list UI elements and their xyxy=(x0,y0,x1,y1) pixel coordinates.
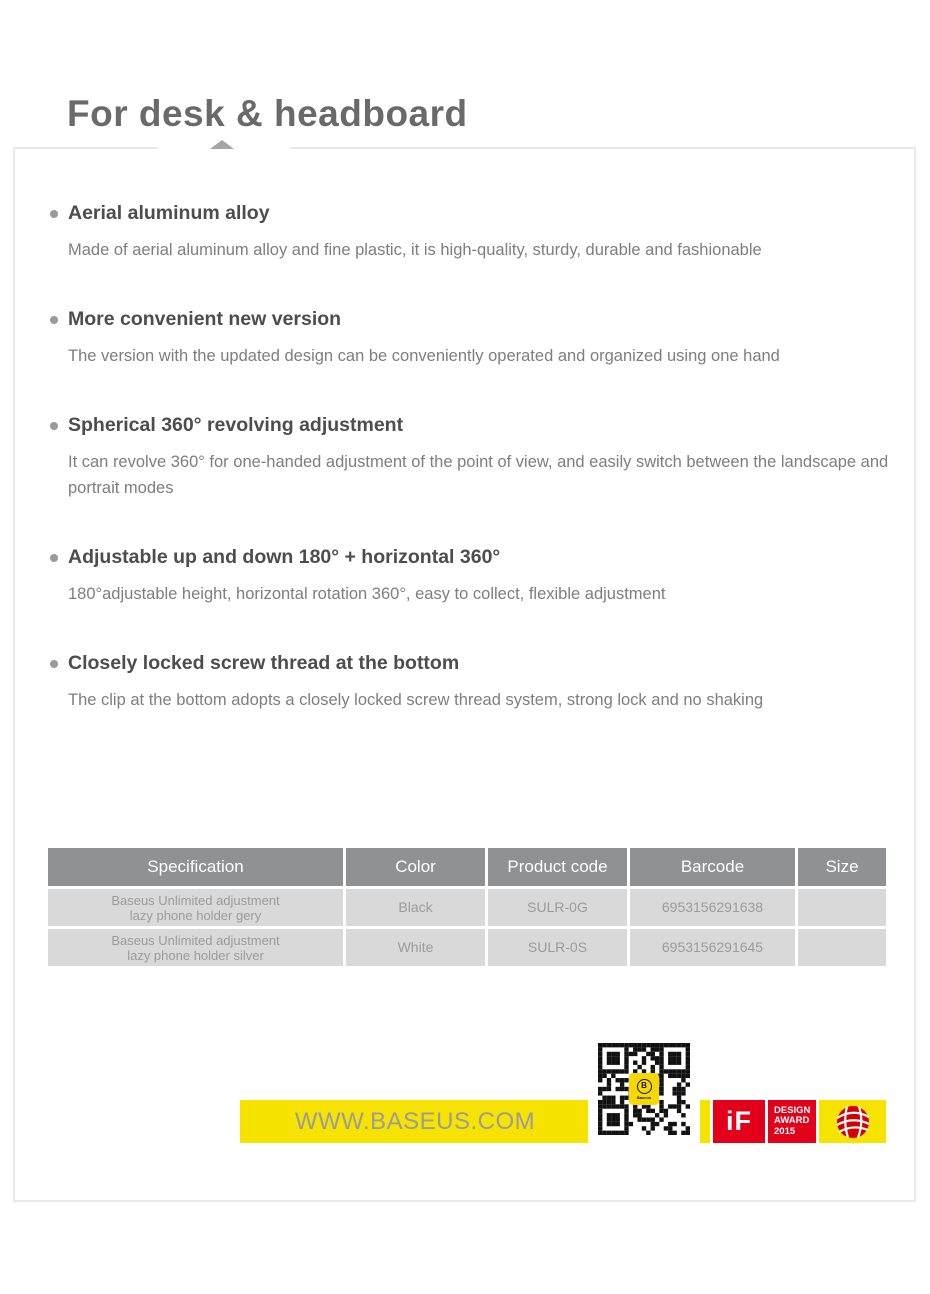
feature-body: 180°adjustable height, horizontal rotation 360°, easy to collect, flexible adjustment xyxy=(68,585,666,603)
website-url: WWW.BASEUS.COM xyxy=(294,1107,536,1135)
feature-item xyxy=(50,308,894,369)
column-header: Barcode xyxy=(630,848,795,886)
spec-cell: Baseus Unlimited adjustment lazy phone holder silver xyxy=(48,929,343,966)
bullet-dot-icon xyxy=(50,660,58,668)
product-code-cell: SULR-0G xyxy=(488,889,627,926)
bullet-dot-icon xyxy=(50,554,58,562)
design-award-badge: DESIGN AWARD 2015 xyxy=(768,1100,816,1143)
feature-item xyxy=(50,546,894,607)
page-title: For desk & headboard xyxy=(67,92,468,134)
barcode-cell: 6953156291638 xyxy=(630,889,795,926)
product-code-cell: SULR-0S xyxy=(488,929,627,966)
feature-heading: More convenient new version xyxy=(68,308,342,330)
bullet-dot-icon xyxy=(50,422,58,430)
column-header: Specification xyxy=(48,848,343,886)
feature-heading: Spherical 360° revolving adjustment xyxy=(68,414,404,436)
size-cell xyxy=(798,929,886,966)
column-header: Color xyxy=(346,848,485,886)
barcode-cell: 6953156291645 xyxy=(630,929,795,966)
feature-heading: Aerial aluminum alloy xyxy=(68,202,270,224)
reddot-segment xyxy=(819,1100,886,1143)
feature-item xyxy=(50,202,894,263)
feature-heading: Closely locked screw thread at the bottom xyxy=(68,652,460,674)
feature-item xyxy=(50,414,894,501)
bullet-dot-icon xyxy=(50,210,58,218)
feature-body: The clip at the bottom adopts a closely locked screw thread system, strong lock and no shaking xyxy=(68,691,764,709)
column-header: Size xyxy=(798,848,886,886)
feature-item xyxy=(50,652,894,713)
feature-heading: Adjustable up and down 180° + horizontal 360° xyxy=(68,546,501,568)
baseus-logo: B Baseus xyxy=(629,1073,659,1105)
spec-table xyxy=(48,848,886,966)
feature-list xyxy=(15,149,914,713)
qr-code xyxy=(588,1035,700,1143)
spec-cell: Baseus Unlimited adjustment lazy phone holder gery xyxy=(48,889,343,926)
feature-body: Made of aerial aluminum alloy and fine plastic, it is high-quality, sturdy, durable and fashionable xyxy=(68,241,762,259)
feature-body: It can revolve 360° for one-handed adjustment of the point of view, and easily switch between the landscape and portrait modes xyxy=(68,453,889,497)
reddot-logo xyxy=(835,1104,871,1140)
if-design-logo: iF xyxy=(713,1100,765,1143)
column-header: Product code xyxy=(488,848,627,886)
color-cell: Black xyxy=(346,889,485,926)
color-cell: White xyxy=(346,929,485,966)
features-panel xyxy=(13,147,916,1202)
feature-body: The version with the updated design can be conveniently operated and organized using one hand xyxy=(68,347,780,365)
bullet-dot-icon xyxy=(50,316,58,324)
triangle-up-icon xyxy=(210,140,234,149)
size-cell xyxy=(798,889,886,926)
